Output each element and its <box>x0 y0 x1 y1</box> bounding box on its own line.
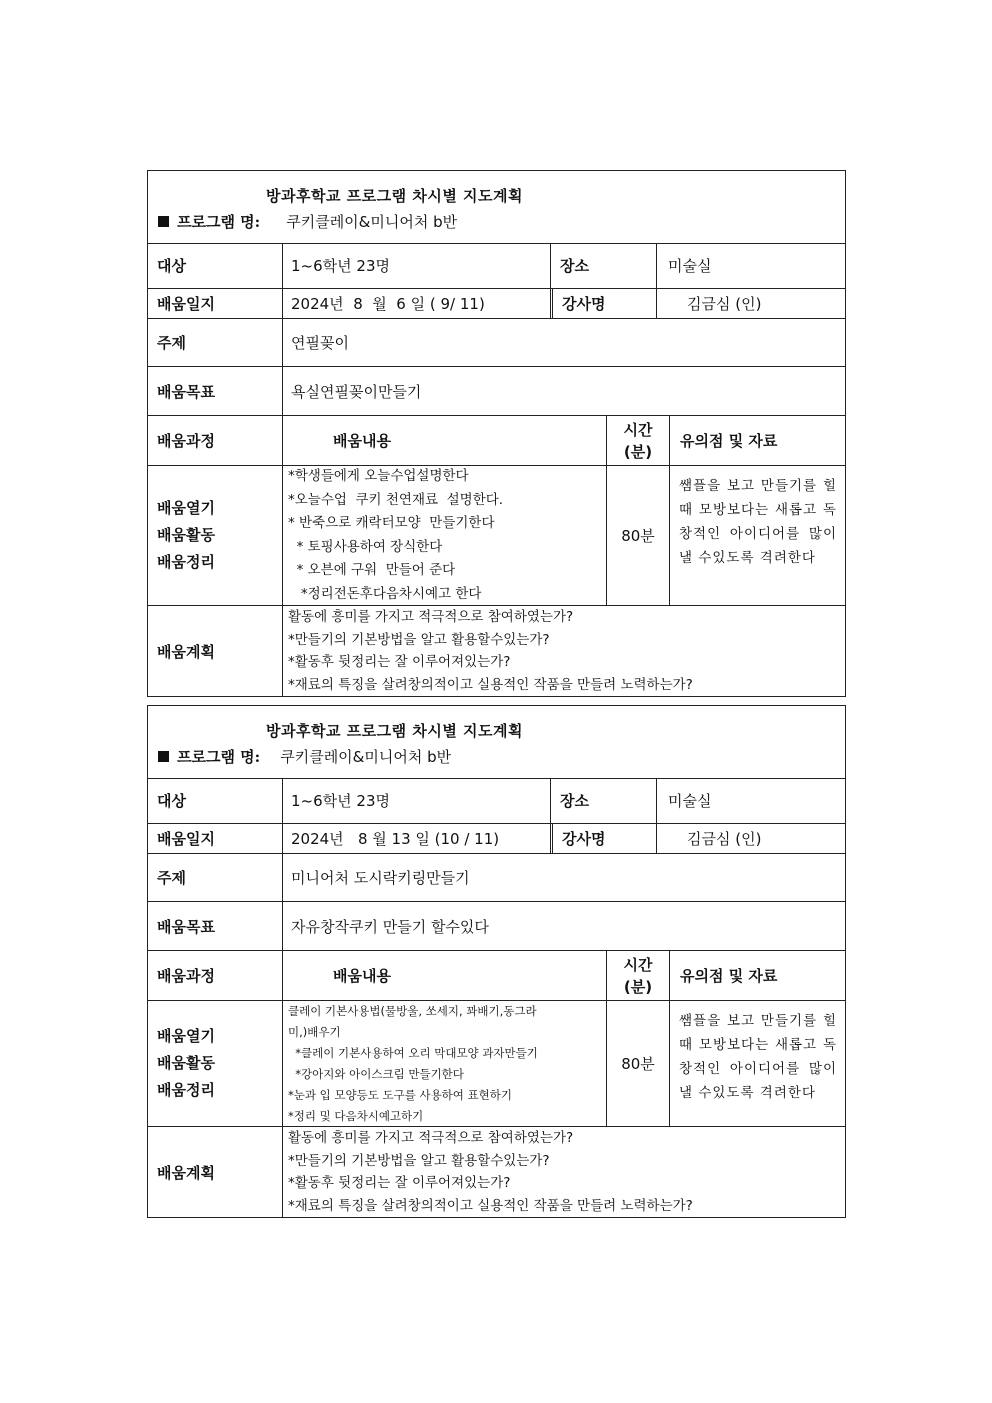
eval-line: *만들기의 기본방법을 알고 활용할수있는가? <box>288 631 550 648</box>
phase-closing: 배움정리 <box>157 1081 215 1099</box>
eval-lines <box>282 606 845 696</box>
target-value: 1~6학년 23명 <box>282 778 698 823</box>
eval-label: 배움계획 <box>157 642 215 661</box>
date-label: 배움일지 <box>157 830 215 848</box>
notes-label: 유의점 및 자료 <box>669 416 845 465</box>
content-label: 배움내용 <box>282 951 606 1000</box>
teacher-label: 강사명 <box>550 824 656 853</box>
program-name-line <box>158 211 457 232</box>
eval-line: *활동후 뒷정리는 잘 이루어져있는가? <box>288 654 511 670</box>
time-label <box>606 416 669 465</box>
phase-labels <box>148 466 282 605</box>
notes-label: 유의점 및 자료 <box>669 951 845 1000</box>
black-square-icon <box>158 216 169 227</box>
process-header-row <box>148 951 845 1001</box>
content-line: * 오븐에 구워 만들어 준다 <box>288 562 456 578</box>
phase-opening: 배움열기 <box>157 499 215 517</box>
eval-line: 활동에 흥미를 가지고 적극적으로 참여하였는가? <box>288 609 574 625</box>
topic-row <box>148 854 845 902</box>
content-line: *강아지와 아이스크림 만들기한다 <box>288 1066 464 1081</box>
date-row <box>148 289 845 319</box>
content-lines <box>282 466 606 605</box>
place-value: 미술실 <box>656 243 845 288</box>
program-label: 프로그램 명: <box>177 213 261 231</box>
program-name: 쿠키클레이&미니어처 b반 <box>286 213 458 231</box>
content-line: *정리전돈후다음차시예고 한다 <box>288 585 482 602</box>
activity-row <box>148 1001 845 1127</box>
teacher-label: 강사명 <box>550 289 656 318</box>
phase-opening: 배움열기 <box>157 1027 215 1045</box>
time-label-line2: (분) <box>623 442 653 461</box>
lesson-plan-2 <box>147 705 846 1218</box>
content-line: * 반죽으로 캐락터모양 만들기한다 <box>288 515 495 531</box>
plan-header <box>148 706 845 779</box>
goal-value: 자유창작쿠키 만들기 할수있다 <box>282 902 845 950</box>
notes-text: 쌤플을 보고 만들기를 힐 때 모방보다는 새롭고 독창적인 아이디어를 많이 낼 수있도록 격려한다 <box>669 1001 845 1126</box>
date-value: 2024년 8 월 13 일 (10 / 11) <box>282 824 550 853</box>
topic-label: 주제 <box>157 869 186 887</box>
time-label-line2: (분) <box>623 977 653 996</box>
target-label: 대상 <box>157 792 186 810</box>
eval-line: *만들기의 기본방법을 알고 활용할수있는가? <box>288 1152 550 1169</box>
eval-line: *재료의 특징을 살려창의적이고 실용적인 작품을 만들려 노력하는가? <box>288 676 693 693</box>
content-line: 미,)배우기 <box>288 1024 341 1039</box>
content-line: *학생들에게 오늘수업설명한다 <box>288 468 469 484</box>
duration: 80분 <box>606 1001 669 1126</box>
target-label: 대상 <box>157 257 186 275</box>
eval-line: *재료의 특징을 살려창의적이고 실용적인 작품을 만들려 노력하는가? <box>288 1197 693 1214</box>
target-row <box>148 778 845 824</box>
goal-value: 욕실연필꽂이만들기 <box>282 367 845 415</box>
time-label-line1: 시간 <box>623 420 653 439</box>
evaluation-row <box>148 606 845 696</box>
place-label: 장소 <box>550 778 656 823</box>
lesson-plan-1 <box>147 170 846 697</box>
process-label: 배움과정 <box>157 432 215 450</box>
eval-line: 활동에 흥미를 가지고 적극적으로 참여하였는가? <box>288 1130 574 1146</box>
topic-label: 주제 <box>157 334 186 352</box>
eval-lines <box>282 1127 845 1217</box>
content-line: *눈과 입 모양등도 도구를 사용하여 표현하기 <box>288 1087 512 1102</box>
place-label: 장소 <box>550 243 656 288</box>
process-label: 배움과정 <box>157 967 215 985</box>
place-value: 미술실 <box>656 778 845 823</box>
date-label: 배움일지 <box>157 295 215 313</box>
content-line: *클레이 기본사용하여 오리 막대모양 과자만들기 <box>288 1045 538 1060</box>
content-line: * 토핑사용하여 장식한다 <box>288 538 443 555</box>
time-label-line1: 시간 <box>623 955 653 974</box>
black-square-icon <box>158 751 169 762</box>
target-value: 1~6학년 23명 <box>282 243 698 288</box>
program-name-line <box>158 746 451 767</box>
phase-closing: 배움정리 <box>157 553 215 571</box>
goal-row <box>148 902 845 951</box>
teacher-value: 김금심 (인) <box>656 824 845 853</box>
goal-label: 배움목표 <box>157 382 215 401</box>
evaluation-row <box>148 1127 845 1217</box>
content-line: 클레이 기본사용법(물방울, 쏘세지, 꽈배기,동그라 <box>288 1003 537 1018</box>
time-label <box>606 951 669 1000</box>
process-header-row <box>148 416 845 466</box>
topic-value: 미니어처 도시락키링만들기 <box>282 854 845 901</box>
date-row <box>148 824 845 854</box>
phase-activity: 배움활동 <box>157 526 215 544</box>
target-row <box>148 243 845 289</box>
eval-line: *활동후 뒷정리는 잘 이루어져있는가? <box>288 1175 511 1191</box>
content-line: *오늘수업 쿠키 천연재료 설명한다. <box>288 491 504 508</box>
duration: 80분 <box>606 466 669 605</box>
goal-label: 배움목표 <box>157 917 215 936</box>
notes-text: 쌤플을 보고 만들기를 힐 때 모방보다는 새롭고 독창적인 아이디어를 많이 낼 수있도록 격려한다 <box>669 466 845 605</box>
program-label: 프로그램 명: <box>177 748 261 766</box>
topic-value: 연필꽂이 <box>282 319 845 366</box>
plan-title: 방과후학교 프로그램 차시별 지도계획 <box>266 722 524 740</box>
plan-header <box>148 171 845 244</box>
date-value: 2024년 8 월 6 일 ( 9/ 11) <box>282 289 550 318</box>
content-line: *정리 및 다음차시예고하기 <box>288 1108 424 1123</box>
teacher-value: 김금심 (인) <box>656 289 845 318</box>
goal-row <box>148 367 845 416</box>
eval-label: 배움계획 <box>157 1163 215 1182</box>
content-lines <box>282 1001 606 1126</box>
topic-row <box>148 319 845 367</box>
program-name: 쿠키클레이&미니어처 b반 <box>280 748 452 766</box>
content-label: 배움내용 <box>282 416 606 465</box>
activity-row <box>148 466 845 606</box>
phase-activity: 배움활동 <box>157 1054 215 1072</box>
phase-labels <box>148 1001 282 1126</box>
plan-title: 방과후학교 프로그램 차시별 지도계획 <box>266 187 524 205</box>
